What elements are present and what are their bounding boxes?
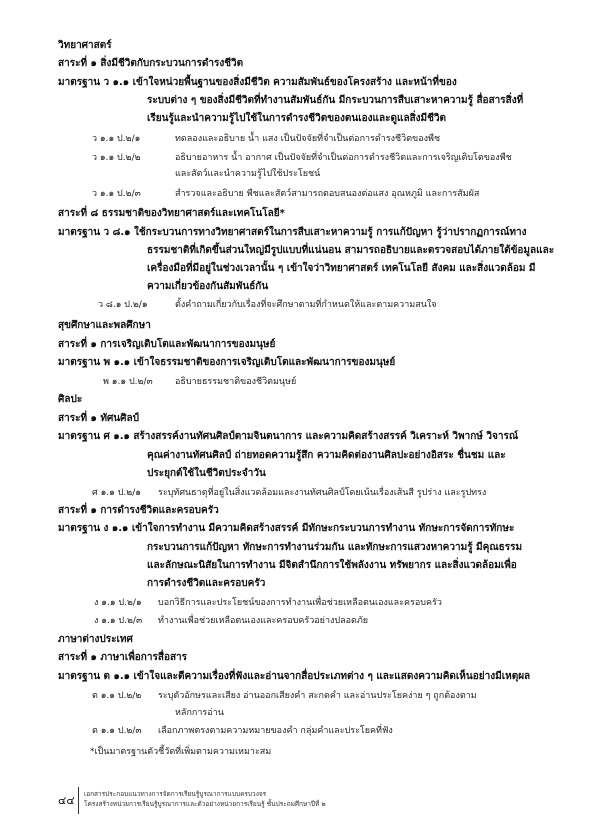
standard-line: มาตรฐาน ศ ๑.๑ สร้างสรรค์งานทัศนศิลป์ตามจินตนาการ และความคิดสร้างสรรค์ วิเคราะห์ วิพากษ์ วิจารณ์ — [58, 431, 519, 442]
indicator-text: และสัตว์และนำความรู้ไปใช้ประโยชน์ — [175, 169, 321, 179]
indicator-text: ทดลองและอธิบาย น้ำ แสง เป็นปัจจัยที่จำเป็นต่อการดำรงชีวิตของพืช — [175, 134, 441, 144]
standard-line: มาตรฐาน ว ๘.๑ ใช้กระบวนการทางวิทยาศาสตร์ในการสืบเสาะหาความรู้ การแก้ปัญหา รู้ว่าปรากฏการณ์ทาง — [58, 227, 527, 238]
indicator-text: สำรวจและอธิบาย พืชและสัตว์สามารถตอบสนองต่อแสง อุณหภูมิ และการสัมผัส — [175, 189, 480, 199]
subject-heading: วิทยาศาสตร์ — [58, 40, 112, 51]
indicator-text: ระบุทัศนธาตุที่อยู่ในสิ่งแวดล้อมและงานทัศนศิลป์โดยเน้นเรื่องเส้นสี รูปร่าง และรูปทรง — [158, 488, 487, 498]
standard-line: ประยุกต์ใช้ในชีวิตประจำวัน — [147, 468, 266, 479]
indicator-text: ระบุตัวอักษรและเสียง อ่านออกเสียงคำ สะกดคำ และอ่านประโยคง่าย ๆ ถูกต้องตาม — [158, 691, 477, 701]
indicator-text: หลักการอ่าน — [175, 708, 224, 718]
strand-heading: สาระที่ ๑ การดำรงชีวิตและครอบครัว — [58, 505, 219, 516]
standard-line: มาตรฐาน ว ๑.๑ เข้าใจหน่วยพื้นฐานของสิ่งมีชีวิต ความสัมพันธ์ของโครงสร้าง และหน้าที่ของ — [58, 77, 457, 88]
strand-heading: สาระที่ ๑ ทัศนศิลป์ — [58, 413, 139, 424]
indicator-text: ตั้งคำถามเกี่ยวกับเรื่องที่จะศึกษาตามที่กำหนดให้และตามความสนใจ — [175, 300, 437, 310]
page-number: ๔๔ — [58, 794, 75, 807]
standard-line: และลักษณะนิสัยในการทำงาน มีจิตสำนึกการใช้พลังงาน ทรัพยากร และสิ่งแวดล้อมเพื่อ — [147, 560, 517, 571]
footnote: *เป็นมาตรฐานตัวชี้วัดที่เพิ่มตามความเหมาะสม — [90, 747, 272, 757]
indicator-code: ง ๑.๑ ป.๒/๑ — [94, 598, 142, 608]
standard-line: กระบวนการแก้ปัญหา ทักษะการทำงานร่วมกัน และทักษะการแสวงหาความรู้ มีคุณธรรม — [147, 542, 523, 553]
strand-heading: สาระที่ ๑ สิ่งมีชีวิตกับกระบวนการดำรงชีวิต — [58, 58, 244, 69]
strand-heading: สาระที่ ๑ ภาษาเพื่อการสื่อสาร — [58, 652, 188, 663]
standard-line: เรียนรู้และนำความรู้ไปใช้ในการดำรงชีวิตของตนเองและดูแลสิ่งมีชีวิต — [147, 113, 447, 124]
indicator-code: ว ๑.๑ ป.๒/๓ — [92, 189, 141, 199]
footer-line: เอกสารประกอบแนวทางการจัดการเรียนรู้บูรณาการแบบครบวงจร — [84, 790, 267, 798]
standard-line: มาตรฐาน ง ๑.๑ เข้าใจการทำงาน มีความคิดสร้างสรรค์ มีทักษะกระบวนการทำงาน ทักษะการจัดการทักษะ — [58, 523, 515, 534]
footer-line: โครงสร้างหน่วยการเรียนรู้บูรณาการและตัวอย่างหน่วยการเรียนรู้ ชั้นประถมศึกษาปีที่ ๒ — [84, 800, 326, 808]
indicator-code: ว ๘.๑ ป.๒/๑ — [98, 300, 148, 310]
indicator-code: ว ๑.๑ ป.๒/๑ — [92, 134, 141, 144]
strand-heading: สาระที่ ๑ การเจริญเติบโตและพัฒนาการของมนุษย์ — [58, 339, 276, 350]
indicator-code: พ ๑.๑ ป.๒/๓ — [103, 377, 153, 387]
indicator-code: ง ๑.๑ ป.๒/๓ — [94, 616, 143, 626]
standard-line: มาตรฐาน พ ๑.๑ เข้าใจธรรมชาติของการเจริญเติบโตและพัฒนาการของมนุษย์ — [58, 357, 396, 368]
indicator-code: ว ๑.๑ ป.๒/๒ — [92, 153, 141, 163]
indicator-code: ต ๑.๑ ป.๒/๓ — [92, 726, 142, 736]
indicator-code: ต ๑.๑ ป.๒/๒ — [92, 691, 142, 701]
subject-heading: ศิลปะ — [58, 394, 83, 405]
standard-line: คุณค่างานทัศนศิลป์ ถ่ายทอดความรู้สึก ความคิดต่องานศิลปะอย่างอิสระ ชื่นชม และ — [147, 450, 506, 461]
subject-heading: สุขศึกษาและพลศึกษา — [58, 320, 151, 331]
standard-line: มาตรฐาน ต ๑.๑ เข้าใจและตีความเรื่องที่ฟังและอ่านจากสื่อประเภทต่าง ๆ และแสดงความคิดเห็นอย่างมีเหตุผล — [58, 671, 531, 682]
indicator-code: ศ ๑.๑ ป.๒/๑ — [92, 488, 141, 498]
indicator-text: ทำงานเพื่อช่วยเหลือตนเองและครอบครัวอย่างปลอดภัย — [158, 616, 369, 626]
subject-heading: ภาษาต่างประเทศ — [58, 634, 133, 645]
standard-line: ความเกี่ยวข้องกันสัมพันธ์กัน — [147, 281, 269, 292]
standard-line: ธรรมชาติที่เกิดขึ้นส่วนใหญ่มีรูปแบบที่แน่นอน สามารถอธิบายและตรวจสอบได้ภายใต้ข้อมูลและ — [147, 245, 555, 256]
strand-heading: สาระที่ ๘ ธรรมชาติของวิทยาศาสตร์และเทคโนโลยี* — [58, 208, 285, 219]
indicator-text: อธิบายธรรมชาติของชีวิตมนุษย์ — [175, 377, 297, 387]
indicator-text: บอกวิธีการและประโยชน์ของการทำงานเพื่อช่วยเหลือตนเองและครอบครัว — [158, 598, 442, 608]
indicator-text: อธิบายอาหาร น้ำ อากาศ เป็นปัจจัยที่จำเป็นต่อการดำรงชีวิตและการเจริญเติบโตของพืช — [175, 153, 512, 163]
standard-line: การดำรงชีวิตและครอบครัว — [147, 578, 266, 589]
standard-line: เครื่องมือที่มีอยู่ในช่วงเวลานั้น ๆ เข้าใจว่าวิทยาศาสตร์ เทคโนโลยี สังคม และสิ่งแวดล้อม มี — [147, 263, 536, 274]
footer-divider — [78, 787, 79, 814]
indicator-text: เลือกภาพตรงตามความหมายของคำ กลุ่มคำและประโยคที่ฟัง — [158, 726, 393, 736]
standard-line: ระบบต่าง ๆ ของสิ่งมีชีวิตที่ทำงานสัมพันธ์กัน มีกระบวนการสืบเสาะหาความรู้ สื่อสารสิ่งที่ — [147, 95, 524, 106]
